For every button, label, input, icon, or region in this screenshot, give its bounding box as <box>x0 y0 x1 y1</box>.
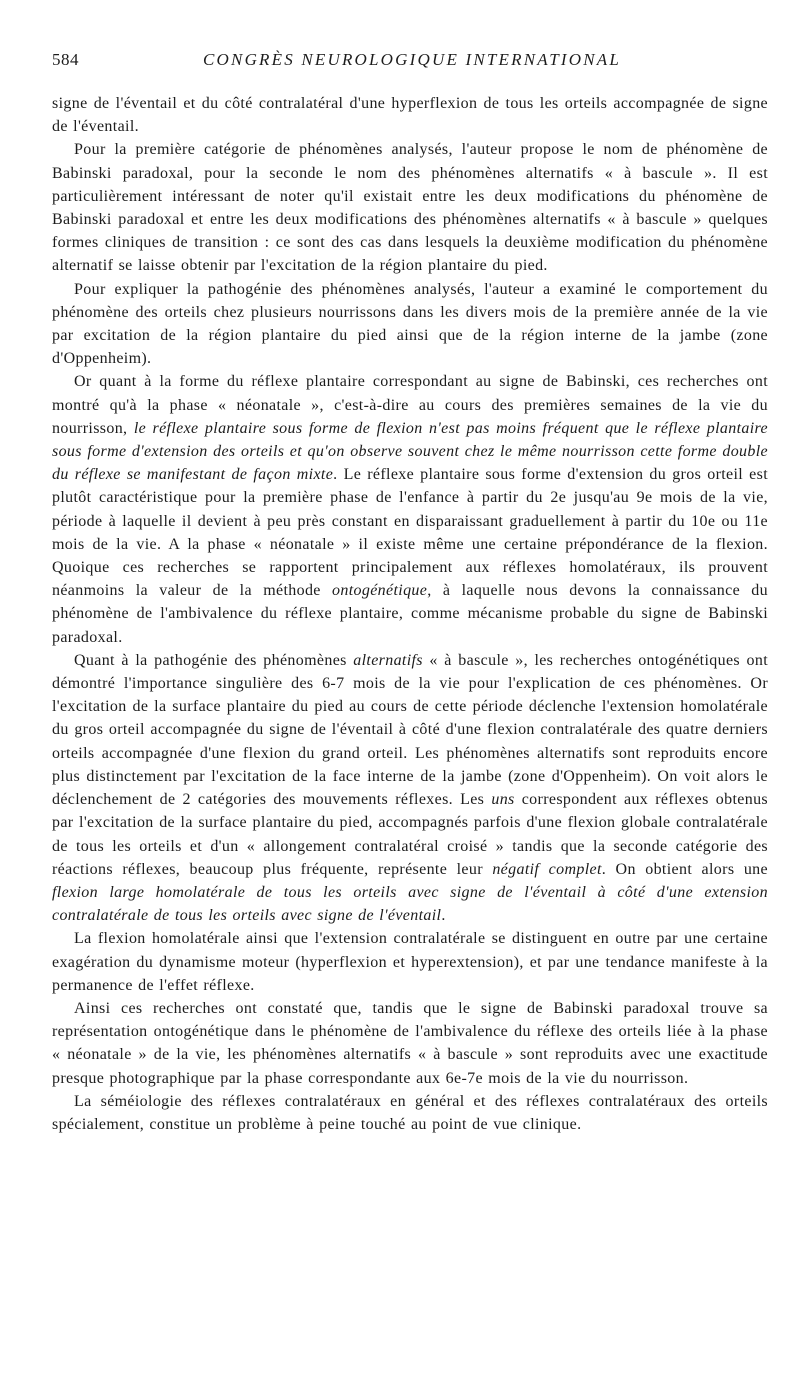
paragraph-4-text-a: Or quant à la forme du réflexe plantaire correspondant au signe de Babinski, ces recherches ont montré qu'à la phase « néonatale », c'est-à-dire au cours des premières semaines de la vie du nourrisson, <box>52 373 768 437</box>
paragraph-5-text-b: « à bascule », les recherches ontogénétiques ont démontré l'importance singulière des 6-7 mois de la vie pour l'explication de ces phénomènes. Or l'excitation de la surface plantaire du pied au cours de cette période déclenche l'extension homolatérale du gros orteil accompagnée du signe de l'éventail à côté d'une flexion contralatérale des quatre derniers orteils accompagnée d'une flexion du grand orteil. Les phénomènes alternatifs sont reproduits encore plus distinctement par l'excitation de la face interne de la jambe (zone d'Oppenheim). On voit alors le déclenchement de 2 catégories des mouvements réflexes. Les <box>52 651 768 809</box>
paragraph-5-emphasis-3: négatif complet <box>492 860 602 878</box>
paragraph-8: La séméiologie des réflexes contralatéraux en général et des réflexes contralatéraux des orteils spécialement, constitue un problème à peine touché au point de vue clinique. <box>52 1092 768 1133</box>
page-header <box>52 50 768 80</box>
paragraph-4-emphasis-1: le réflexe plantaire sous forme de flexion n'est pas moins fréquent que le réflexe plantaire sous forme d'extension des orteils et qu'on observe souvent chez le même nourrisson cette forme double du réflexe se manifestant de façon mixte <box>52 419 768 484</box>
paragraph-5-emphasis-1: alternatifs <box>353 651 423 669</box>
paragraph-5 <box>52 649 768 927</box>
paragraph-5-text-d: . On obtient alors une <box>601 860 768 878</box>
paragraph-6: La flexion homolatérale ainsi que l'extension contralatérale se distinguent en outre par une certaine exagération du dynamisme moteur (hyperflexion et hyperextension), et par une tendance manifeste à la permanence de l'effet réflexe. <box>52 930 768 994</box>
paragraph-7: Ainsi ces recherches ont constaté que, tandis que le signe de Babinski paradoxal trouve sa représentation ontogénétique dans le phénomène de l'ambivalence du réflexe des orteils liée à la phase « néonatale » de la vie, les phénomènes alternatifs « à bascule » sont reproduits avec une exactitude presque photographique par la phase correspondante aux 6e-7e mois de la vie du nourrisson. <box>52 999 768 1087</box>
paragraph-2: Pour la première catégorie de phénomènes analysés, l'auteur propose le nom de phénomène de Babinski paradoxal, pour la seconde le nom des phénomènes alternatifs « à bascule ». Il est particulièrement intéressant de noter qu'il existait entre les deux modifications du phénomène de Babinski paradoxal et entre les deux modifications des phénomènes alternatifs « à bascule » quelques formes cliniques de transition : ce sont des cas dans lesquels la deuxième modification du phénomène alternatif se laisse obtenir par l'excitation de la région plantaire du pied. <box>52 141 768 275</box>
paragraph-5-text-e: . <box>441 907 446 925</box>
paragraph-5-text-a: Quant à la pathogénie des phénomènes <box>74 651 354 669</box>
paragraph-3: Pour expliquer la pathogénie des phénomènes analysés, l'auteur a examiné le comportement du phénomène des orteils chez plusieurs nourrissons dans les divers mois de la première année de la vie par excitation de la région plantaire du pied ainsi que de la région interne de la jambe (zone d'Oppenheim). <box>52 280 768 368</box>
paragraph-1: signe de l'éventail et du côté contralatéral d'une hyperflexion de tous les orteils accompagnée de signe de l'éventail. <box>52 95 768 136</box>
paragraph-4 <box>52 370 768 648</box>
paragraph-5-text-c: correspondent aux réflexes obtenus par l'excitation de la surface plantaire du pied, accompagnés parfois d'une flexion globale contralatérale de tous les orteils et d'un « allongement contralatéral croisé » tandis que la seconde catégorie des réactions réflexes, beaucoup plus fréquente, représente leur <box>52 791 768 878</box>
paragraph-4-emphasis-2: ontogénétique <box>332 582 428 600</box>
article-body <box>52 92 768 1136</box>
paragraph-4-text-b: . Le réflexe plantaire sous forme d'extension du gros orteil est plutôt caractéristique pour la première phase de l'enfance à partir du 2e jusqu'au 9e mois de la vie, période à laquelle il devient à peu près constant en disparaissant graduellement à partir du 10e ou 11e mois de la vie. A la phase « néonatale » il existe même une certaine prépondérance de la flexion. Quoique ces recherches se rapportent principalement aux réflexes homolatéraux, ils prouvent néanmoins la valeur de la méthode <box>52 466 768 600</box>
page-number: 584 <box>52 50 79 69</box>
paragraph-5-emphasis-4: flexion large homolatérale de tous les orteils avec signe de l'éventail à côté d'une extension contralatérale de tous les orteils avec signe de l'éventail <box>52 883 768 925</box>
running-title: CONGRÈS NEUROLOGIQUE INTERNATIONAL <box>203 50 621 69</box>
paragraph-5-emphasis-2: uns <box>491 791 515 809</box>
paragraph-4-text-c: , à laquelle nous devons la connaissance du phénomène de l'ambivalence du réflexe plantaire, comme mécanisme probable du signe de Babinski paradoxal. <box>52 582 768 646</box>
